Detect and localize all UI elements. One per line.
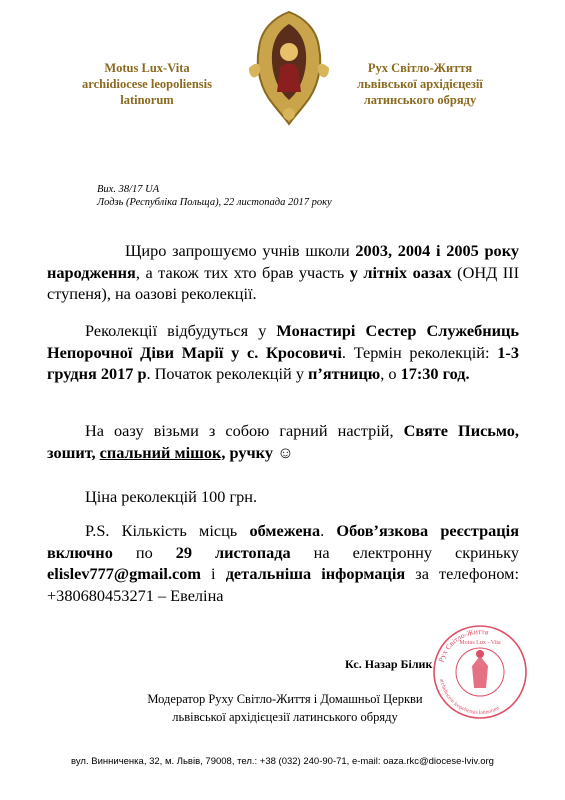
reference-block	[97, 183, 332, 209]
paragraph-invitation	[47, 240, 519, 305]
text: Щиро запрошуємо учнів школи	[125, 241, 356, 260]
text-bold: у літніх оазах	[349, 262, 452, 282]
header-right	[330, 60, 510, 108]
text: (ОНД ІІІ ступеня), на оазові реколекції.	[47, 262, 519, 303]
text-bold: Святе Письмо, зошит,	[47, 421, 520, 462]
email-text: elislev777@gmail.com	[47, 564, 201, 583]
text: . Термін реколекцій:	[341, 342, 498, 362]
text-bold: Монастирі Сестер Служебниць Непорочної Діви Марії у с. Кросовичі	[47, 321, 519, 362]
text: На оазу візьми з собою гарний настрій,	[85, 421, 404, 440]
text-bold: ручку	[225, 442, 273, 462]
text: за телефоном: +380680453271 – Евеліна	[47, 564, 520, 605]
header-left	[62, 60, 232, 108]
paragraph-ps	[47, 520, 519, 606]
stamp-seal	[430, 622, 530, 722]
stamp-text-top: Рух Світло-Життя	[436, 626, 489, 664]
text-bold: 17:30 год.	[400, 364, 470, 383]
text: і	[200, 564, 226, 583]
paragraph-items	[47, 420, 519, 463]
text-bold: п’ятницю	[308, 364, 381, 383]
footer-address: вул. Винниченка, 32, м. Львів, 79008, тел.: +38 (032) 240-90-71, e-mail: oaza.rkc@diocese-lviv.org	[71, 756, 494, 767]
signature-role	[120, 690, 450, 726]
header-right-line1: Рух Світло-Життя	[367, 61, 473, 75]
text: P.S. Кількість місць	[85, 521, 250, 540]
header-left-line2: archidiocese leopoliensis	[82, 77, 212, 91]
text: Ціна реколекцій 100 грн.	[85, 487, 258, 506]
header-right-line2: львівської архідієцезії	[357, 77, 483, 91]
icon-emblem	[243, 8, 335, 128]
reference-number: Вих. 38/17 UA	[97, 184, 160, 195]
role-line1: Модератор Руху Світло-Життя і Домашньої Церкви	[147, 692, 423, 706]
text: по	[112, 542, 176, 562]
text: Реколекції відбудуться у	[85, 321, 277, 340]
text-underline: спальний мішок,	[99, 442, 226, 462]
text: на електронну скриньку	[290, 542, 519, 562]
text: , о	[380, 364, 401, 383]
text-bold: 29 листопада	[175, 542, 291, 562]
signature-name: Кс. Назар Білик	[345, 657, 433, 671]
header-left-line1: Motus Lux-Vita	[104, 61, 190, 75]
paragraph-location	[47, 320, 519, 385]
header-right-line3: латинського обряду	[363, 93, 477, 107]
text-bold: обмежена	[249, 521, 321, 540]
stamp-text-mid: Motus Lux - Vita	[459, 640, 501, 646]
smile-icon: ☺	[277, 442, 294, 462]
text-bold: 2003, 2004 і 2005 року народження	[47, 241, 519, 282]
stamp-text-bottom: archidiocese leopoliensis latinorum	[438, 678, 501, 717]
text: . Початок реколекцій у	[146, 364, 309, 383]
paragraph-price	[47, 486, 519, 508]
text: , а також тих хто брав участь	[135, 262, 350, 282]
text-bold: детальніша інформація	[225, 564, 406, 583]
text-bold: Обов’язкова реєстрація включно	[47, 521, 520, 562]
header-left-line3: latinorum	[120, 93, 174, 107]
text: .	[320, 521, 337, 540]
text-bold: 1-3 грудня 2017 р	[47, 342, 519, 383]
role-line2: львівської архідієцезії латинського обряду	[172, 710, 398, 724]
svg-text:archidiocese leopoliensis lati	[438, 678, 501, 716]
reference-place-date: Лодзь (Республіка Польща), 22 листопада 2017 року	[97, 197, 332, 208]
